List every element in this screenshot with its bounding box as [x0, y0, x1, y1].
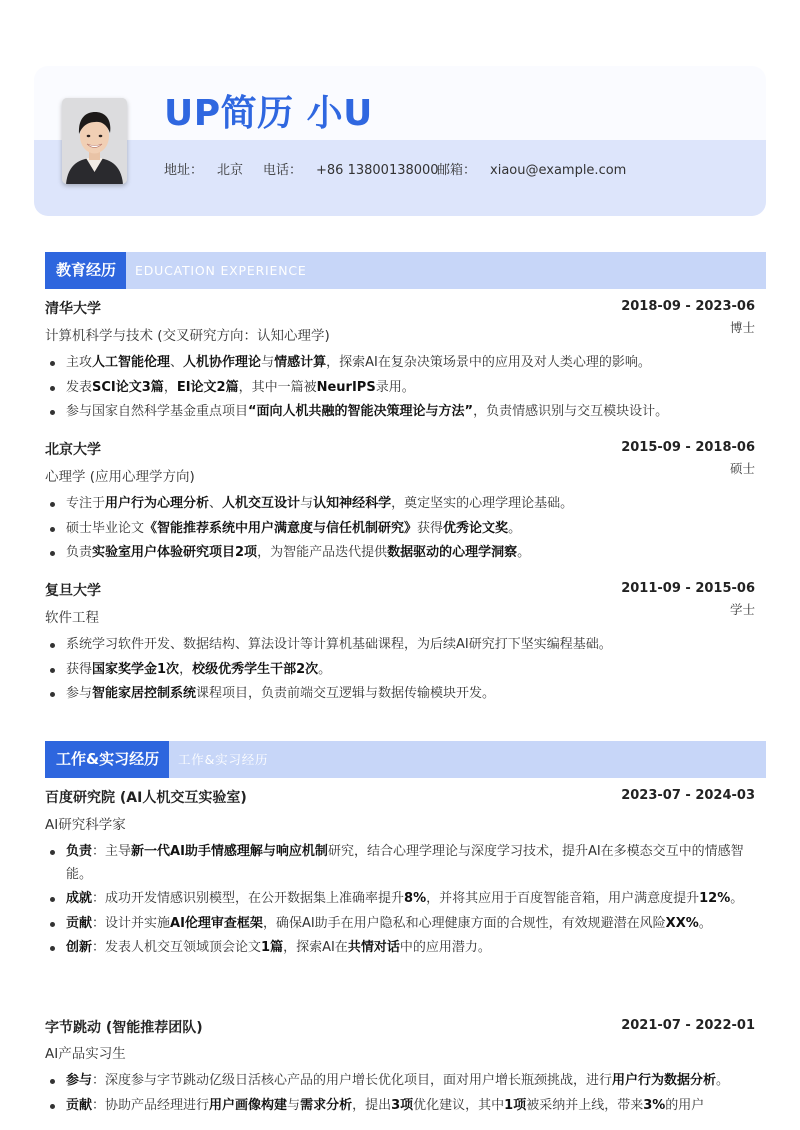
work-bullets	[45, 841, 757, 962]
contact-phone-label: 电话：	[263, 163, 303, 178]
bullet-highlight: 创新	[66, 940, 93, 955]
education-date: 2015-09 - 2018-06	[621, 440, 755, 455]
work-section-title: 工作&实习经历	[45, 741, 169, 778]
education-degree: 学士	[729, 602, 755, 617]
contact-address-label: 地址：	[164, 163, 204, 178]
bullet-highlight: 优秀论文奖	[443, 520, 509, 536]
bullet-item	[45, 888, 757, 911]
bullet-highlight: 12%	[699, 891, 731, 906]
bullet-text: ，并将其应用于百度智能音箱，用户满意度提升	[426, 891, 700, 906]
bullet-text: 。	[730, 891, 744, 906]
education-degree: 硕士	[729, 461, 755, 476]
bullet-text: 获得	[417, 520, 444, 536]
bullet-text: 专注于	[66, 496, 106, 511]
bullet-text: ，确保AI助手在用户隐私和心理健康方面的合规性，有效规避潜在风险	[262, 915, 666, 931]
bullet-text: 中的应用潜力。	[399, 940, 491, 955]
bullet-item	[45, 401, 757, 424]
education-school: 北京大学	[45, 442, 101, 458]
bullet-text: 负责	[66, 545, 93, 560]
bullet-item	[45, 352, 757, 375]
bullet-highlight: 认知神经科学	[313, 496, 392, 511]
bullet-text: 被采纳并上线，带来	[526, 1097, 644, 1113]
contact-email	[437, 162, 626, 180]
bullet-text: ，提出	[352, 1097, 392, 1113]
education-section-title: 教育经历	[45, 252, 126, 289]
education-bullets	[45, 634, 757, 708]
bullet-highlight: EI论文2篇	[176, 379, 239, 395]
bullet-item	[45, 518, 757, 541]
education-date: 2018-09 - 2023-06	[621, 299, 755, 314]
bullet-text: 发表	[66, 379, 93, 395]
bullet-highlight: 新一代AI助手情感理解与响应机制	[131, 844, 328, 859]
bullet-highlight: 国家奖学金1次	[92, 661, 180, 677]
bullet-text: ：主导	[92, 844, 132, 859]
bullet-highlight: 负责	[66, 844, 93, 859]
header-card	[34, 66, 766, 216]
bullet-item	[45, 542, 757, 565]
bullet-text: 的用户	[665, 1097, 705, 1113]
bullet-text: 优化建议，其中	[413, 1097, 505, 1113]
bullet-item	[45, 1070, 757, 1093]
bullet-text: ，负责情感识别与交互模块设计。	[473, 404, 669, 419]
bullet-text: 系统学习软件开发、数据结构、算法设计等计算机基础课程，为后续AI研究打下坚实编程基础。	[66, 637, 612, 652]
bullet-highlight: 用户行为数据分析	[612, 1073, 717, 1088]
bullet-item	[45, 937, 757, 960]
bullet-highlight: 人工智能伦理	[92, 355, 171, 370]
bullet-highlight: 贡献	[66, 1097, 93, 1113]
bullet-text: 获得	[66, 661, 93, 677]
education-school: 清华大学	[45, 301, 101, 317]
contact-phone-value[interactable]: +86 13800138000	[316, 163, 439, 178]
bullet-highlight: 贡献	[66, 915, 93, 931]
bullet-highlight: 用户行为心理分析	[105, 496, 210, 511]
bullet-text: 课程项目，负责前端交互逻辑与数据传输模块开发。	[196, 686, 496, 701]
bullet-text: 。	[698, 915, 712, 931]
contact-address	[164, 162, 243, 180]
bullet-text: 硕士毕业论文	[66, 520, 145, 536]
bullet-text: 录用。	[375, 379, 415, 395]
work-role: AI研究科学家	[45, 817, 126, 833]
education-major: 心理学 (应用心理学方向)	[45, 469, 195, 485]
bullet-text: ，探索AI在	[283, 940, 348, 955]
work-company: 字节跳动 (智能推荐团队)	[45, 1020, 203, 1036]
work-date: 2023-07 - 2024-03	[621, 788, 755, 803]
education-date: 2011-09 - 2015-06	[621, 581, 755, 596]
bullet-text: 、	[209, 496, 223, 511]
education-school: 复旦大学	[45, 583, 101, 599]
bullet-highlight: 需求分析	[300, 1097, 353, 1113]
contact-email-label: 邮箱：	[437, 163, 477, 178]
bullet-highlight: 智能家居控制系统	[92, 686, 197, 701]
bullet-item	[45, 659, 757, 682]
bullet-highlight: 3%	[643, 1097, 666, 1113]
bullet-text: 主攻	[66, 355, 93, 370]
education-section-subtitle: EDUCATION EXPERIENCE	[135, 263, 307, 278]
bullet-text: 。	[508, 520, 522, 536]
bullet-highlight: 1篇	[261, 940, 284, 955]
contact-email-value[interactable]: xiaou@example.com	[490, 163, 627, 178]
bullet-highlight: 共情对话	[347, 940, 400, 955]
candidate-name: UP简历 小U	[164, 93, 373, 134]
bullet-text: ：协助产品经理进行	[92, 1097, 210, 1113]
bullet-text: ，为智能产品迭代提供	[257, 545, 388, 560]
education-major: 计算机科学与技术 (交叉研究方向：认知心理学)	[45, 328, 330, 344]
bullet-highlight: 实验室用户体验研究项目2项	[92, 545, 258, 560]
bullet-text: 与	[261, 355, 275, 370]
work-date: 2021-07 - 2022-01	[621, 1018, 755, 1033]
bullet-highlight: XX%	[665, 915, 699, 931]
bullet-text: ：设计并实施	[92, 915, 171, 931]
work-company: 百度研究院 (AI人机交互实验室)	[45, 790, 247, 806]
bullet-text: 与	[300, 496, 314, 511]
education-bullets	[45, 352, 757, 426]
avatar-portrait-icon	[62, 98, 127, 184]
bullet-highlight: SCI论文3篇	[92, 379, 164, 395]
bullet-item	[45, 634, 757, 657]
bullet-highlight: 情感计算	[274, 355, 327, 370]
bullet-text: ，	[179, 661, 193, 677]
bullet-item	[45, 493, 757, 516]
bullet-highlight: NeurIPS	[316, 379, 376, 395]
bullet-item	[45, 913, 757, 936]
bullet-highlight: 校级优秀学生干部2次	[192, 661, 319, 677]
bullet-highlight: 1项	[504, 1097, 527, 1113]
contact-phone	[263, 162, 439, 180]
bullet-highlight: “面向人机共融的智能决策理论与方法”	[248, 404, 474, 419]
bullet-text: 研究，结合心理学理论与深度学习技术，提升AI在多模态交互中的情感智能。	[66, 844, 744, 882]
bullet-text: ，	[163, 379, 177, 395]
bullet-highlight: 人机协作理论	[183, 355, 262, 370]
bullet-item	[45, 683, 757, 706]
bullet-item	[45, 1095, 757, 1118]
bullet-text: ：发表人机交互领域顶会论文	[92, 940, 262, 955]
education-bullets	[45, 493, 757, 567]
work-role: AI产品实习生	[45, 1046, 126, 1062]
bullet-highlight: AI伦理审查框架	[170, 915, 263, 931]
work-section-subtitle: 工作&实习经历	[178, 752, 269, 767]
bullet-item	[45, 377, 757, 400]
bullet-highlight: 参与	[66, 1073, 93, 1088]
bullet-text: 参与	[66, 686, 93, 701]
bullet-text: 参与国家自然科学基金重点项目	[66, 404, 249, 419]
work-bullets	[45, 1070, 757, 1119]
education-degree: 博士	[729, 320, 755, 335]
bullet-text: 。	[716, 1073, 730, 1088]
bullet-text: 、	[170, 355, 184, 370]
contact-address-value: 北京	[217, 163, 244, 178]
education-major: 软件工程	[45, 610, 99, 626]
bullet-highlight: 数据驱动的心理学洞察	[387, 545, 518, 560]
avatar	[62, 98, 127, 184]
bullet-text: ，奠定坚实的心理学理论基础。	[391, 496, 574, 511]
bullet-text: 。	[517, 545, 531, 560]
bullet-highlight: 人机交互设计	[222, 496, 301, 511]
bullet-highlight: 用户画像构建	[209, 1097, 288, 1113]
bullet-item	[45, 841, 757, 886]
bullet-highlight: 成就	[66, 891, 93, 906]
bullet-highlight: 3项	[391, 1097, 414, 1113]
work-section-header	[45, 741, 766, 778]
bullet-text: ：成功开发情感识别模型，在公开数据集上准确率提升	[92, 891, 405, 906]
bullet-text: ，探索AI在复杂决策场景中的应用及对人类心理的影响。	[326, 355, 651, 370]
bullet-text: ，其中一篇被	[238, 379, 317, 395]
education-section-header	[45, 252, 766, 289]
bullet-text: ：深度参与字节跳动亿级日活核心产品的用户增长优化项目，面对用户增长瓶颈挑战，进行	[92, 1073, 613, 1088]
bullet-highlight: 《智能推荐系统中用户满意度与信任机制研究》	[144, 520, 418, 536]
bullet-text: 。	[318, 661, 332, 677]
bullet-highlight: 8%	[404, 891, 427, 906]
bullet-text: 与	[287, 1097, 301, 1113]
